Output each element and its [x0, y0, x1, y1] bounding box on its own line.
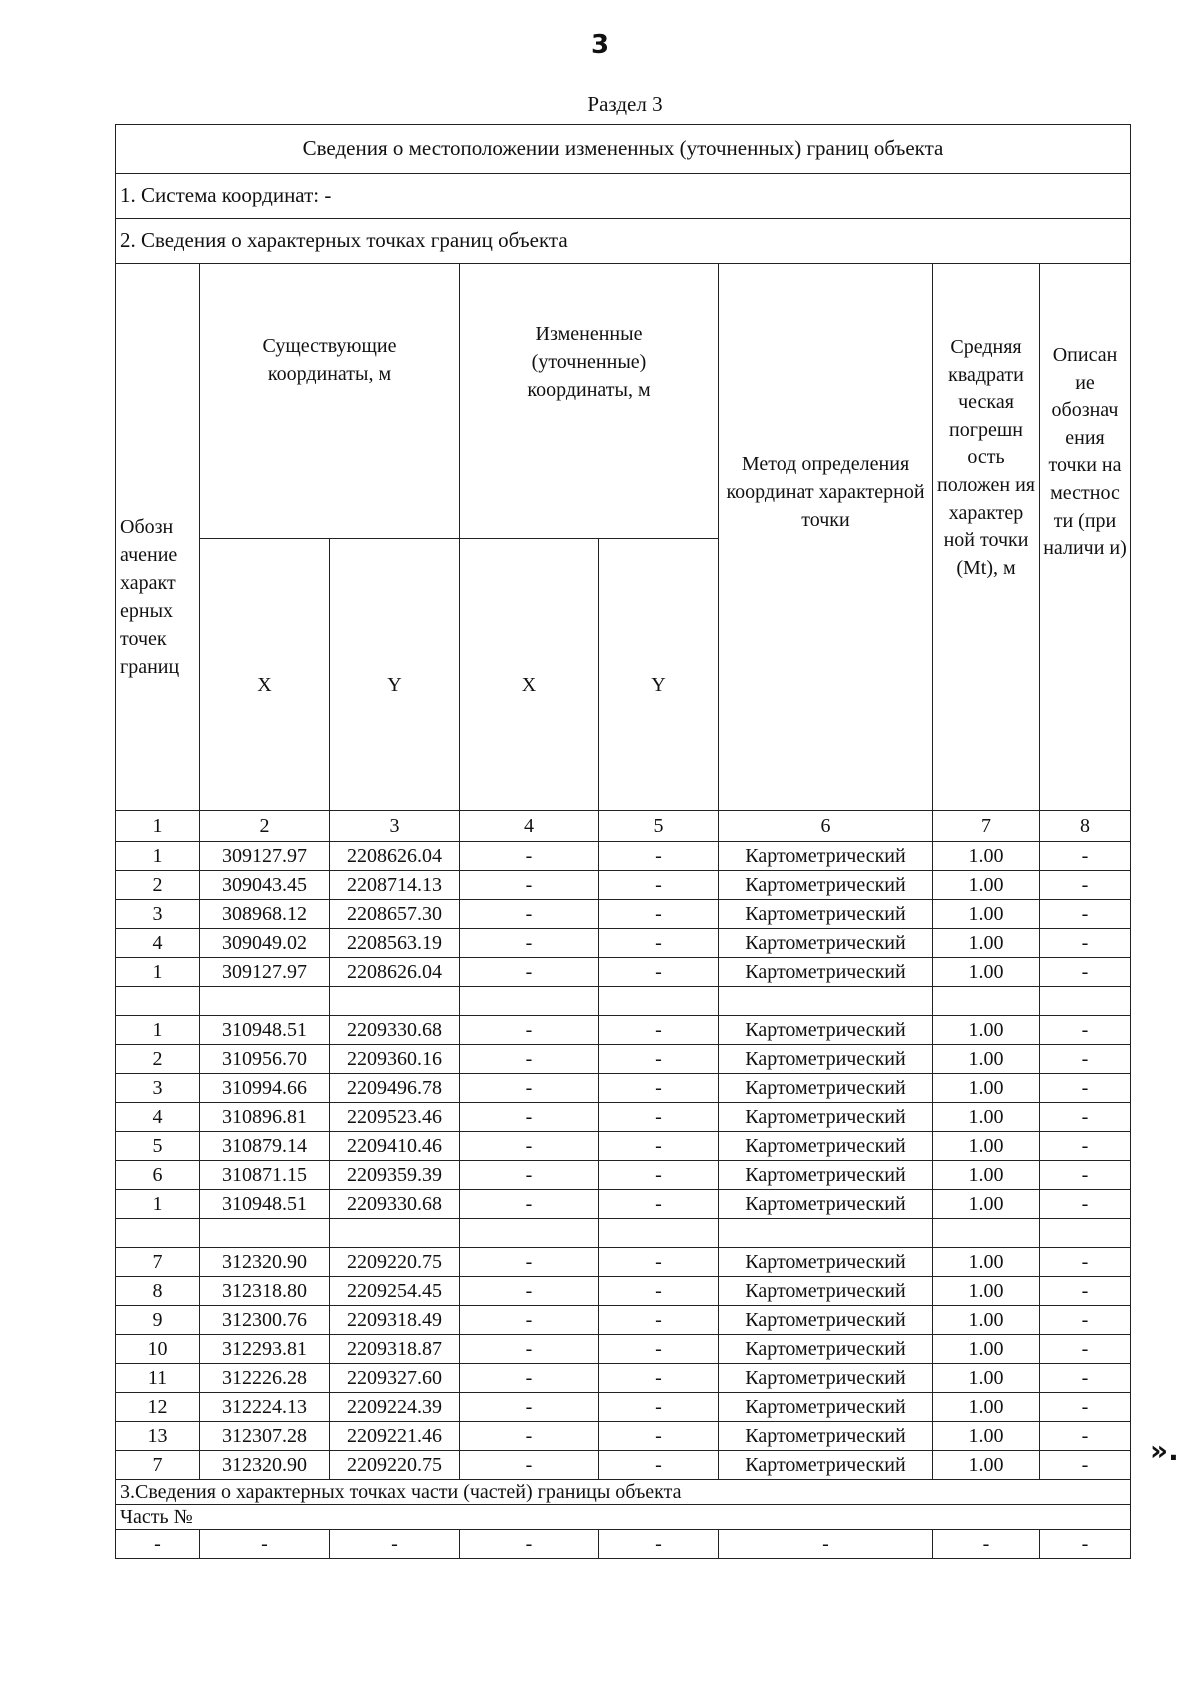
table-cell: Картометрический — [719, 958, 933, 987]
table-row — [116, 1306, 1131, 1335]
part-cell: - — [933, 1530, 1040, 1559]
table-cell: - — [460, 958, 599, 987]
table-cell: - — [1040, 929, 1131, 958]
table-cell: Картометрический — [719, 1393, 933, 1422]
part-cell: - — [330, 1530, 460, 1559]
table-cell: - — [1040, 842, 1131, 871]
column-number: 8 — [1040, 811, 1131, 842]
table-row — [116, 958, 1131, 987]
table-cell: 2 — [116, 871, 200, 900]
table-cell — [599, 1219, 719, 1248]
section-title: Раздел 3 — [587, 92, 663, 116]
part-heading: 3.Сведения о характерных точках части (частей) границы объекта — [116, 1480, 1131, 1505]
table-cell: 1.00 — [933, 1045, 1040, 1074]
table-cell: 1.00 — [933, 929, 1040, 958]
table-cell: - — [599, 1277, 719, 1306]
table-cell: - — [460, 1306, 599, 1335]
table-cell: Картометрический — [719, 871, 933, 900]
table-cell: Картометрический — [719, 1277, 933, 1306]
table-cell: 7 — [116, 1248, 200, 1277]
table-cell: 1.00 — [933, 1190, 1040, 1219]
part-cell: - — [460, 1530, 599, 1559]
table-cell: 2209221.46 — [330, 1422, 460, 1451]
table-cell: 3 — [116, 900, 200, 929]
table-cell: 1 — [116, 1016, 200, 1045]
header-method: Метод определения координат характерной точки — [719, 264, 933, 811]
table-cell: Картометрический — [719, 1451, 933, 1480]
closing-quote: ». — [1150, 1434, 1179, 1467]
table-cell: 2 — [116, 1045, 200, 1074]
table-cell: 312318.80 — [200, 1277, 330, 1306]
table-cell: 2209254.45 — [330, 1277, 460, 1306]
table-row — [116, 1248, 1131, 1277]
table-cell: 2208626.04 — [330, 958, 460, 987]
table-cell: - — [1040, 900, 1131, 929]
table-cell: Картометрический — [719, 1190, 933, 1219]
table-cell: - — [460, 1016, 599, 1045]
table-cell: - — [460, 871, 599, 900]
table-row — [116, 1045, 1131, 1074]
part-cell: - — [719, 1530, 933, 1559]
table-cell: 4 — [116, 1103, 200, 1132]
table-cell: 1.00 — [933, 1016, 1040, 1045]
table-cell: - — [1040, 958, 1131, 987]
table-cell — [719, 1219, 933, 1248]
table-cell: - — [1040, 1074, 1131, 1103]
table-cell — [200, 987, 330, 1016]
table-cell: - — [460, 1161, 599, 1190]
separator-row — [116, 987, 1131, 1016]
table-row — [116, 1103, 1131, 1132]
table-row — [116, 1074, 1131, 1103]
table-row — [116, 1190, 1131, 1219]
column-number: 1 — [116, 811, 200, 842]
table-cell: 2208714.13 — [330, 871, 460, 900]
column-number: 3 — [330, 811, 460, 842]
table-cell: 312300.76 — [200, 1306, 330, 1335]
table-cell: - — [599, 1393, 719, 1422]
table-cell: - — [599, 1335, 719, 1364]
table-cell: Картометрический — [719, 1132, 933, 1161]
table-cell: - — [599, 842, 719, 871]
table-cell: 312224.13 — [200, 1393, 330, 1422]
table-row — [116, 900, 1131, 929]
table-cell: Картометрический — [719, 1248, 933, 1277]
table-cell: - — [599, 1306, 719, 1335]
table-cell: - — [460, 1190, 599, 1219]
table-cell: 1.00 — [933, 842, 1040, 871]
table-cell: 312293.81 — [200, 1335, 330, 1364]
table-row — [116, 871, 1131, 900]
table-cell: 2208563.19 — [330, 929, 460, 958]
table-row — [116, 1393, 1131, 1422]
table-cell: 2209360.16 — [330, 1045, 460, 1074]
table-cell: - — [1040, 1393, 1131, 1422]
points-heading: 2. Сведения о характерных точках границ объекта — [116, 219, 1131, 264]
table-cell: 5 — [116, 1132, 200, 1161]
table-cell: - — [460, 900, 599, 929]
table-row — [116, 1277, 1131, 1306]
table-cell: - — [1040, 1103, 1131, 1132]
header-accuracy: Средняя квадрати ческая погрешн ость положен ия характер ной точки (Mt), м — [933, 264, 1040, 811]
table-cell: - — [599, 1364, 719, 1393]
table-cell: - — [1040, 1335, 1131, 1364]
table-cell: - — [460, 1393, 599, 1422]
table-cell: 6 — [116, 1161, 200, 1190]
table-cell: 312226.28 — [200, 1364, 330, 1393]
table-row — [116, 842, 1131, 871]
boundary-table — [115, 124, 1131, 1559]
table-cell: 2209224.39 — [330, 1393, 460, 1422]
header-existing-y: Y — [330, 539, 460, 811]
table-cell — [460, 987, 599, 1016]
header-changed-y: Y — [599, 539, 719, 811]
table-cell: - — [599, 1161, 719, 1190]
table-cell: - — [1040, 1045, 1131, 1074]
table-cell: - — [1040, 1016, 1131, 1045]
table-cell: - — [599, 1422, 719, 1451]
table-cell: - — [599, 871, 719, 900]
table-cell: 1.00 — [933, 1277, 1040, 1306]
table-cell: - — [599, 1190, 719, 1219]
table-row — [116, 1451, 1131, 1480]
table-cell: - — [599, 1074, 719, 1103]
table-cell — [330, 987, 460, 1016]
table-cell: 8 — [116, 1277, 200, 1306]
table-cell: 1 — [116, 1190, 200, 1219]
table-cell: Картометрический — [719, 1103, 933, 1132]
table-cell: - — [1040, 1364, 1131, 1393]
table-cell: 1.00 — [933, 1248, 1040, 1277]
header-changed-x: X — [460, 539, 599, 811]
table-cell: - — [599, 1045, 719, 1074]
part-cell: - — [200, 1530, 330, 1559]
column-number: 5 — [599, 811, 719, 842]
table-cell: 2209330.68 — [330, 1016, 460, 1045]
header-changed-coordinates: Измененные (уточненные) координаты, м — [460, 264, 719, 539]
table-cell: 1.00 — [933, 1161, 1040, 1190]
table-cell: - — [1040, 1451, 1131, 1480]
table-cell: 13 — [116, 1422, 200, 1451]
table-cell: - — [599, 900, 719, 929]
table-cell: 2209330.68 — [330, 1190, 460, 1219]
table-cell: 1.00 — [933, 1364, 1040, 1393]
table-cell — [330, 1219, 460, 1248]
table-cell — [599, 987, 719, 1016]
header-description: Описан ие обознач ения точки на местнос ти (при наличи и) — [1040, 264, 1131, 811]
table-cell: 2209318.87 — [330, 1335, 460, 1364]
table-cell: - — [1040, 1132, 1131, 1161]
table-cell: - — [460, 1045, 599, 1074]
table-cell: - — [1040, 1422, 1131, 1451]
header-designation: Обозн ачение характ ерных точек границ — [116, 264, 200, 811]
table-cell: 2209523.46 — [330, 1103, 460, 1132]
table-cell: 2209359.39 — [330, 1161, 460, 1190]
table-cell: - — [1040, 1277, 1131, 1306]
table-cell: 4 — [116, 929, 200, 958]
column-number: 4 — [460, 811, 599, 842]
table-cell: 7 — [116, 1451, 200, 1480]
table-cell: 1.00 — [933, 1422, 1040, 1451]
table-cell: - — [460, 1451, 599, 1480]
table-cell: Картометрический — [719, 1335, 933, 1364]
table-row — [116, 1335, 1131, 1364]
table-cell: - — [460, 1248, 599, 1277]
table-cell: - — [460, 1074, 599, 1103]
table-cell: 2209496.78 — [330, 1074, 460, 1103]
table-cell: Картометрический — [719, 1016, 933, 1045]
table-cell: 2209327.60 — [330, 1364, 460, 1393]
part-cell: - — [1040, 1530, 1131, 1559]
table-cell: 312320.90 — [200, 1451, 330, 1480]
table-cell: - — [599, 1132, 719, 1161]
table-cell: - — [460, 1422, 599, 1451]
table-cell: Картометрический — [719, 842, 933, 871]
table-cell: Картометрический — [719, 1045, 933, 1074]
table-cell — [719, 987, 933, 1016]
table-cell: 1.00 — [933, 1451, 1040, 1480]
table-cell: 310871.15 — [200, 1161, 330, 1190]
table-cell: Картометрический — [719, 1306, 933, 1335]
table-cell: 312307.28 — [200, 1422, 330, 1451]
table-cell — [460, 1219, 599, 1248]
table-cell: - — [599, 929, 719, 958]
table-cell: 1.00 — [933, 1306, 1040, 1335]
table-cell: 1 — [116, 958, 200, 987]
table-cell: 1.00 — [933, 1132, 1040, 1161]
table-cell: 1.00 — [933, 900, 1040, 929]
table-cell: 2208657.30 — [330, 900, 460, 929]
header-existing-x: X — [200, 539, 330, 811]
table-row — [116, 1016, 1131, 1045]
table-cell — [116, 1219, 200, 1248]
table-cell: 310948.51 — [200, 1016, 330, 1045]
table-cell — [116, 987, 200, 1016]
table-cell: 1.00 — [933, 1393, 1040, 1422]
table-cell — [1040, 987, 1131, 1016]
column-number: 7 — [933, 811, 1040, 842]
table-cell: - — [1040, 1248, 1131, 1277]
page-number: 3 — [590, 30, 610, 60]
table-cell: - — [460, 929, 599, 958]
table-cell: 2208626.04 — [330, 842, 460, 871]
table-cell: 1.00 — [933, 871, 1040, 900]
table-cell: Картометрический — [719, 900, 933, 929]
table-cell: 2209220.75 — [330, 1248, 460, 1277]
table-cell: Картометрический — [719, 1161, 933, 1190]
table-row — [116, 929, 1131, 958]
table-cell: Картометрический — [719, 1422, 933, 1451]
table-cell: - — [460, 842, 599, 871]
table-cell: 1.00 — [933, 1335, 1040, 1364]
table-cell: 310879.14 — [200, 1132, 330, 1161]
part-number: Часть № — [116, 1505, 1131, 1530]
table-cell: - — [460, 1103, 599, 1132]
table-cell: - — [1040, 871, 1131, 900]
table-cell: - — [599, 1248, 719, 1277]
part-empty-row — [116, 1530, 1131, 1559]
table-cell: 2209318.49 — [330, 1306, 460, 1335]
table-cell: 310948.51 — [200, 1190, 330, 1219]
table-cell: 310994.66 — [200, 1074, 330, 1103]
table-cell: Картометрический — [719, 1074, 933, 1103]
table-cell: 310956.70 — [200, 1045, 330, 1074]
table-cell: 3 — [116, 1074, 200, 1103]
column-number-row — [116, 811, 1131, 842]
table-cell: Картометрический — [719, 1364, 933, 1393]
table-cell: - — [599, 1016, 719, 1045]
coordinate-system: 1. Система координат: - — [116, 174, 1131, 219]
header-existing-coordinates: Существующие координаты, м — [200, 264, 460, 539]
table-row — [116, 1132, 1131, 1161]
table-cell — [200, 1219, 330, 1248]
table-cell: - — [460, 1277, 599, 1306]
table-cell: 1 — [116, 842, 200, 871]
table-cell: 9 — [116, 1306, 200, 1335]
table-cell: 12 — [116, 1393, 200, 1422]
table-cell — [933, 987, 1040, 1016]
table-cell: - — [599, 1103, 719, 1132]
table-cell: 2209220.75 — [330, 1451, 460, 1480]
table-cell: 309043.45 — [200, 871, 330, 900]
table-cell: 2209410.46 — [330, 1132, 460, 1161]
table-cell: - — [460, 1132, 599, 1161]
table-cell: 309127.97 — [200, 842, 330, 871]
table-cell: - — [1040, 1190, 1131, 1219]
table-cell: - — [1040, 1306, 1131, 1335]
table-cell: 1.00 — [933, 1074, 1040, 1103]
table-cell: - — [599, 1451, 719, 1480]
column-number: 6 — [719, 811, 933, 842]
table-cell: 310896.81 — [200, 1103, 330, 1132]
table-row — [116, 1161, 1131, 1190]
table-row — [116, 1422, 1131, 1451]
part-cell: - — [599, 1530, 719, 1559]
table-title: Сведения о местоположении измененных (уточненных) границ объекта — [116, 125, 1131, 174]
table-cell: 11 — [116, 1364, 200, 1393]
table-cell: - — [1040, 1161, 1131, 1190]
table-cell: 309127.97 — [200, 958, 330, 987]
table-cell: 312320.90 — [200, 1248, 330, 1277]
separator-row — [116, 1219, 1131, 1248]
table-row — [116, 1364, 1131, 1393]
table-cell: - — [460, 1364, 599, 1393]
table-cell: 1.00 — [933, 1103, 1040, 1132]
table-cell: - — [599, 958, 719, 987]
table-cell: 308968.12 — [200, 900, 330, 929]
table-cell: - — [460, 1335, 599, 1364]
table-cell: 309049.02 — [200, 929, 330, 958]
table-cell: 1.00 — [933, 958, 1040, 987]
table-cell: Картометрический — [719, 929, 933, 958]
table-cell — [933, 1219, 1040, 1248]
table-cell: 10 — [116, 1335, 200, 1364]
table-cell — [1040, 1219, 1131, 1248]
part-cell: - — [116, 1530, 200, 1559]
column-number: 2 — [200, 811, 330, 842]
